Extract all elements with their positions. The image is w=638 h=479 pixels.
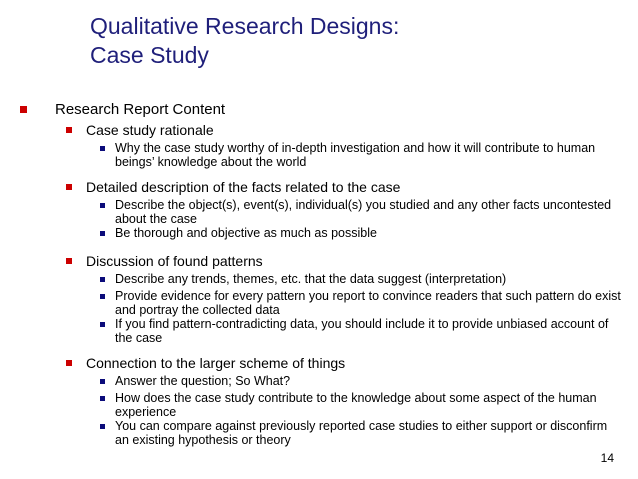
bullet-l1-icon — [20, 106, 27, 113]
subbullet-facts-2: Be thorough and objective as much as possible — [115, 226, 377, 240]
bullet-l2-icon — [66, 127, 72, 133]
bullet-connection: Connection to the larger scheme of things — [86, 355, 346, 371]
subbullet-connection-3-line1: You can compare against previously reported case studies to either support or disconfirm — [115, 419, 608, 433]
bullet-l3-icon — [100, 322, 105, 327]
subbullet-rationale-line2: beings’ knowledge about the world — [115, 155, 307, 169]
subbullet-patterns-2-line1: Provide evidence for every pattern you report to convince readers that such pattern do exist — [115, 289, 621, 303]
subbullet-patterns-3-line2: the case — [115, 331, 163, 345]
bullet-l3-icon — [100, 294, 105, 299]
title-line-1: Qualitative Research Designs: — [90, 13, 400, 39]
subbullet-connection-1: Answer the question; So What? — [115, 374, 291, 388]
title-line-2: Case Study — [90, 42, 209, 68]
bullet-l3-icon — [100, 277, 105, 282]
subbullet-patterns-3-line1: If you find pattern-contradicting data, you should include it to provide unbiased account of — [115, 317, 609, 331]
bullet-case-study-rationale: Case study rationale — [86, 122, 214, 138]
bullet-l3-icon — [100, 396, 105, 401]
bullet-research-report-content: Research Report Content — [55, 101, 226, 118]
page-number: 14 — [600, 451, 614, 465]
bullet-discussion-patterns: Discussion of found patterns — [86, 253, 263, 269]
subbullet-connection-2-line1: How does the case study contribute to the knowledge about some aspect of the human — [115, 391, 597, 405]
subbullet-patterns-2-line2: and portray the collected data — [115, 303, 280, 317]
bullet-l3-icon — [100, 203, 105, 208]
bullet-l2-icon — [66, 184, 72, 190]
subbullet-facts-line2: about the case — [115, 212, 198, 226]
bullet-l3-icon — [100, 146, 105, 151]
slide-title — [90, 12, 399, 70]
bullet-l2-icon — [66, 258, 72, 264]
subbullet-patterns-1: Describe any trends, themes, etc. that the data suggest (interpretation) — [115, 272, 507, 286]
bullet-l2-icon — [66, 360, 72, 366]
subbullet-connection-2-line2: experience — [115, 405, 177, 419]
bullet-detailed-description: Detailed description of the facts related to the case — [86, 179, 401, 195]
subbullet-rationale-line1: Why the case study worthy of in-depth investigation and how it will contribute to human — [115, 141, 596, 155]
bullet-l3-icon — [100, 231, 105, 236]
subbullet-facts-line1: Describe the object(s), event(s), individual(s) you studied and any other facts uncontested — [115, 198, 612, 212]
bullet-l3-icon — [100, 379, 105, 384]
bullet-l3-icon — [100, 424, 105, 429]
subbullet-connection-3-line2: an existing hypothesis or theory — [115, 433, 291, 447]
